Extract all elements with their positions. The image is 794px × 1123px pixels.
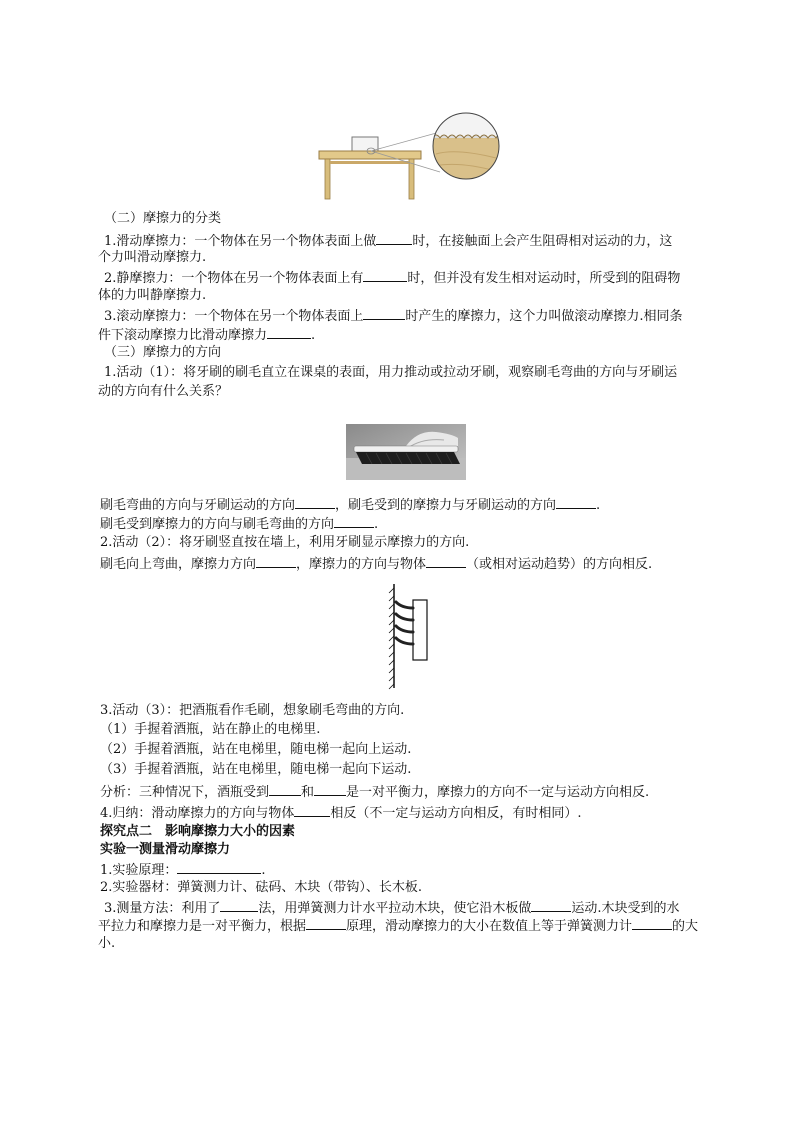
text: 4.归纳：滑动摩擦力的方向与物体 [100,806,295,821]
fill-blank[interactable] [306,916,346,930]
text: 时，在接触面上会产生阻碍相对运动的力，这 [412,234,673,249]
text: 刷毛向上弯曲，摩擦力方向 [100,557,257,572]
text: 件下滚动摩擦力比滑动摩擦力 [98,328,268,343]
fill-blank[interactable] [294,803,330,817]
text: . [374,517,379,532]
fill-blank[interactable] [632,916,672,930]
table-magnified-figure [316,108,502,202]
text: 刷毛弯曲的方向与牙刷运动的方向 [100,498,296,513]
fill-blank[interactable] [363,268,407,282]
fill-blank[interactable] [531,898,571,912]
fill-blank[interactable] [267,325,311,339]
fill-blank[interactable] [256,554,296,568]
text: 3.测量方法：利用了 [104,901,221,916]
text: ，摩擦力的方向与物体 [296,557,427,572]
text-line [104,268,680,288]
fill-blank[interactable] [363,306,405,320]
text-line: （2）手握着酒瓶，站在电梯里，随电梯一起向上运动. [100,742,412,757]
text: . [261,863,266,878]
text: 1.滑动摩擦力：一个物体在另一个物体表面上做 [104,234,377,249]
text: 法，用弹簧测力计水平拉动木块，使它沿木板做 [258,901,532,916]
text: 原理，滑动摩擦力的大小在数值上等于弹簧测力计 [346,919,633,934]
section4-title: 探究点二 影响摩擦力大小的因素 [100,824,296,839]
text-line: （3）手握着酒瓶，站在电梯里，随电梯一起向下运动. [100,762,412,777]
fill-blank[interactable] [334,514,374,528]
text-line: 体的力叫静摩擦力. [98,288,207,303]
text-line [100,782,649,802]
text-line [100,495,600,515]
text: 时产生的摩擦力，这个力叫做滚动摩擦力.相同条 [405,309,683,324]
text: （或相对运动趋势）的方向相反. [466,557,653,572]
text-line: 1.活动（1）：将牙刷的刷毛直立在课桌的表面，用力推动或拉动牙刷，观察刷毛弯曲的方向与牙刷运 [104,365,678,380]
text: 相反（不一定与运动方向相反，有时相同）. [330,806,582,821]
section2-title: （二）摩擦力的分类 [104,211,222,226]
brush-on-wall-figure [384,582,434,690]
text-line [98,325,315,345]
text-line: 个力叫滑动摩擦力. [98,250,207,265]
fill-blank[interactable] [220,898,258,912]
text-line: 2.实验器材：弹簧测力计、砝码、木块（带钩）、长木板. [100,880,423,895]
text-line: （1）手握着酒瓶，站在静止的电梯里. [100,722,321,737]
fill-blank[interactable] [376,231,412,245]
text-line: 动的方向有什么关系？ [98,384,229,399]
text-line [100,514,378,534]
fill-blank[interactable] [556,495,596,509]
text: 时，但并没有发生相对运动时，所受到的阻碍物 [407,271,681,286]
text: 2.静摩擦力：一个物体在另一个物体表面上有 [104,271,364,286]
text-line [104,306,683,326]
text: 1.实验原理： [100,863,178,878]
text: . [311,328,316,343]
text: . [596,498,601,513]
text-line [104,231,672,251]
text: 和 [301,785,315,800]
text: ，刷毛受到的摩擦力与牙刷运动的方向 [335,498,557,513]
fill-blank[interactable] [177,860,261,874]
text-line: 2.活动（2）：将牙刷竖直按在墙上，利用牙刷显示摩擦力的方向. [100,535,470,550]
text: 运动.木块受到的水 [571,901,680,916]
experiment-subtitle: 实验一测量滑动摩擦力 [100,842,231,857]
fill-blank[interactable] [269,782,301,796]
text-line [100,860,266,880]
text: 分析：三种情况下，酒瓶受到 [100,785,270,800]
fill-blank[interactable] [426,554,466,568]
fill-blank[interactable] [314,782,346,796]
text: 刷毛受到摩擦力的方向与刷毛弯曲的方向 [100,517,335,532]
text-line [98,916,698,936]
text: 是一对平衡力，摩擦力的方向不一定与运动方向相反. [346,785,650,800]
text: 3.滚动摩擦力：一个物体在另一个物体表面上 [104,309,364,324]
fill-blank[interactable] [295,495,335,509]
text: 的大 [672,919,699,934]
text-line [100,803,582,823]
text-line [104,898,680,918]
toothbrush-photo [346,424,466,480]
section3-title: （三）摩擦力的方向 [104,345,222,360]
text-line [100,554,652,574]
text-line: 3.活动（3）：把酒瓶看作毛刷，想象刷毛弯曲的方向. [100,703,405,718]
text-line: 小. [98,936,116,951]
text: 平拉力和摩擦力是一对平衡力，根据 [98,919,307,934]
